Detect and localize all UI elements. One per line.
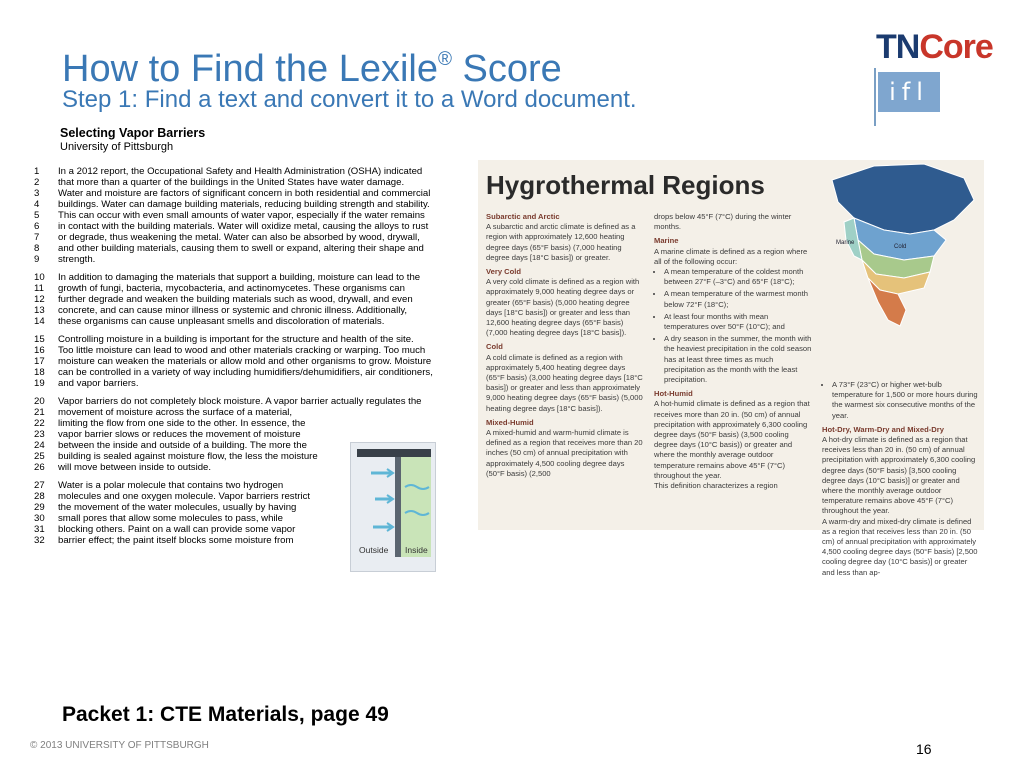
climate-heading: Cold <box>486 342 503 352</box>
climate-heading: Subarctic and Arctic <box>486 212 560 221</box>
outside-label: Outside <box>359 545 389 555</box>
map-label-marine: Marine <box>836 240 855 246</box>
article-line <box>34 356 464 367</box>
slide-title <box>62 38 562 91</box>
article-paragraph <box>34 334 464 389</box>
line-number: 11 <box>34 283 44 294</box>
article-line <box>34 272 464 283</box>
line-text: will move between inside to outside. <box>58 462 212 473</box>
line-number: 30 <box>34 513 45 524</box>
article-line <box>34 407 464 418</box>
line-text: and vapor barriers. <box>58 378 139 389</box>
line-number: 2 <box>34 177 40 188</box>
article-line <box>34 378 464 389</box>
hot-humid-heading: Hot-Humid <box>654 389 693 399</box>
line-number: 1 <box>34 166 40 177</box>
article-line <box>34 418 464 429</box>
slide-title-text: How to Find the Lexile <box>62 48 438 90</box>
page-number: 16 <box>916 741 932 757</box>
article-line <box>34 305 464 316</box>
line-number: 18 <box>34 367 45 378</box>
article-line <box>34 396 464 407</box>
logo-core-text: Core <box>919 28 993 66</box>
logo-divider <box>874 68 876 126</box>
line-text: in contact with the building materials. Water will oxidize metal, causing the alloys to rust <box>58 221 429 232</box>
climate-text: A mixed-humid and warm-humid climate is defined as a region that receives more than 20 inches (50 cm) of annual precipitation with approximately 4,500 cooling degree days (50°F basis) (2,500 <box>486 428 643 478</box>
line-text: molecules and one oxygen molecule. Vapor barriers restrict <box>58 491 311 502</box>
line-number: 26 <box>34 462 45 473</box>
line-text: these organisms can cause unpleasant smells and discoloration of materials. <box>58 316 385 327</box>
line-text: growth of fungi, bacteria, mycobacteria, and actinomycetes. These organisms can <box>58 283 405 294</box>
slide-subtitle: Step 1: Find a text and convert it to a Word document. <box>62 86 637 113</box>
line-number: 8 <box>34 243 40 254</box>
marine-heading: Marine <box>654 236 679 246</box>
climate-text: A cold climate is defined as a region with approximately 5,400 heating degree days (65°F basis) (3,000 heating degree days [18°C basis]) or greater and less than approximately 9,000 heating degree days (65°F basis) (5,000 heating degree days [18°C basis]). <box>486 352 643 413</box>
hygrothermal-title: Hygrothermal Regions <box>486 170 765 200</box>
line-number: 23 <box>34 429 45 440</box>
line-text: Too little moisture can lead to wood and other materials cracking or warping. Too much <box>58 345 426 356</box>
article-line <box>34 199 464 210</box>
line-text: buildings. Water can damage building materials, reducing building strength and stability. <box>58 199 430 210</box>
line-number: 13 <box>34 305 45 316</box>
line-number: 25 <box>34 451 45 462</box>
marine-list-item: • At least four months with mean temperatures over 50°F (10°C); and <box>664 312 812 332</box>
line-number: 24 <box>34 440 45 451</box>
ifl-logo: ifl <box>878 72 940 112</box>
slide-title-suffix: Score <box>451 48 562 90</box>
line-number: 15 <box>34 334 45 345</box>
line-text: small pores that allow some molecules to pass, while <box>58 513 284 524</box>
marine-list <box>654 267 812 385</box>
line-number: 32 <box>34 535 45 546</box>
line-text: between the inside and outside of a building. The more the <box>58 440 307 451</box>
article-line <box>34 210 464 221</box>
line-number: 27 <box>34 480 45 491</box>
moisture-wave-2 <box>405 511 429 515</box>
climate-heading: Very Cold <box>486 267 522 277</box>
line-text: blocking others. Paint on a wall can provide some vapor <box>58 524 296 535</box>
article-line <box>34 177 464 188</box>
line-text: that more than a quarter of the buildings in the United States have water damage. <box>58 177 405 188</box>
line-number: 10 <box>34 272 45 283</box>
line-number: 14 <box>34 316 45 327</box>
marine-list-item: • A mean temperature of the coldest month between 27°F (–3°C) and 65°F (18°C); <box>664 267 812 287</box>
article-line <box>34 334 464 345</box>
line-number: 3 <box>34 188 40 199</box>
line-text: In addition to damaging the materials that support a building, moisture can lead to the <box>58 272 421 283</box>
line-text: further degrade and weaken the building materials such as wood, drywall, and even <box>58 294 413 305</box>
hot-humid-text: A hot-humid climate is defined as a region that receives more than 20 in. (50 cm) of annual precipitation with approximately 6,300 cooling degree days (50°F basis) (3,500 cooling degree days (10°C basis)) or greater and where the monthly average outdoor temperature remains above 45°F (7°C) throughout the year. <box>654 399 810 480</box>
line-number: 4 <box>34 199 40 210</box>
line-text: and other building materials, causing them to swell or expand, altering their shape and <box>58 243 424 254</box>
line-text: vapor barrier slows or reduces the movement of moisture <box>58 429 301 440</box>
line-text: building is sealed against moisture flow, the less the moisture <box>58 451 318 462</box>
line-text: can be controlled in a variety of way including humidifiers/dehumidifiers, air conditioners, <box>58 367 433 378</box>
line-text: strength. <box>58 254 96 265</box>
packet-reference: Packet 1: CTE Materials, page 49 <box>62 703 389 726</box>
line-number: 9 <box>34 254 40 265</box>
hot-dry-heading: Hot-Dry, Warm-Dry and Mixed-Dry <box>822 424 944 434</box>
article-line <box>34 188 464 199</box>
line-text: limiting the flow from one side to the other. In essence, the <box>58 418 306 429</box>
article-line <box>34 294 464 305</box>
line-number: 21 <box>34 407 45 418</box>
line-number: 16 <box>34 345 45 356</box>
line-text: the movement of the water molecules, usually by having <box>58 502 297 513</box>
line-text: or degrade, thus weakening the metal. Water can also be absorbed by wood, drywall, <box>58 232 420 243</box>
line-number: 22 <box>34 418 45 429</box>
hygrothermal-regions-panel <box>478 160 984 577</box>
article-line <box>34 345 464 356</box>
article-line <box>34 429 464 440</box>
tncore-logo <box>874 28 1004 128</box>
line-number: 20 <box>34 396 45 407</box>
article-line <box>34 367 464 378</box>
map-label-cold: Cold <box>894 244 907 250</box>
marine-list-item: • A mean temperature of the warmest month below 72°F (18°C); <box>664 289 812 309</box>
registered-mark: ® <box>437 49 452 70</box>
marine-list-item: • A dry season in the summer, the month with the heaviest precipitation in the cold season has at least three times as much precipitation as the month with the least precipitation. <box>664 334 812 385</box>
col2-tail: This definition characterizes a region <box>654 481 778 491</box>
article-line <box>34 243 464 254</box>
article-line <box>34 283 464 294</box>
line-number: 12 <box>34 294 45 305</box>
line-number: 19 <box>34 378 45 389</box>
line-text: Vapor barriers do not completely block moisture. A vapor barrier actually regulates the <box>58 396 422 407</box>
line-text: Controlling moisture in a building is important for the structure and health of the site. <box>58 334 414 345</box>
hygro-column-1 <box>486 212 644 479</box>
col3-list-item: • A 73°F (23°C) or higher wet-bulb temperature for 1,500 or more hours during the warmest six consecutive months of the year. <box>832 380 980 421</box>
line-text: Water is a polar molecule that contains two hydrogen <box>58 480 284 491</box>
line-text: movement of moisture across the surface of a material, <box>58 407 293 418</box>
line-number: 31 <box>34 524 45 535</box>
col3-list <box>822 380 980 421</box>
article-line <box>34 221 464 232</box>
line-text: This can occur with even small amounts of water vapor, especially if the water remains <box>58 210 425 221</box>
moisture-wave-1 <box>405 485 429 489</box>
article-paragraph <box>34 272 464 327</box>
line-number: 5 <box>34 210 40 221</box>
article-title: Selecting Vapor Barriers <box>60 126 206 140</box>
line-text: moisture can weaken the materials or allow mold and other organisms to grow. Moisture <box>58 356 432 367</box>
line-text: barrier effect; the paint itself blocks some moisture from <box>58 535 294 546</box>
line-number: 17 <box>34 356 45 367</box>
copyright: © 2013 UNIVERSITY OF PITTSBURGH <box>30 740 209 751</box>
article-line <box>34 166 464 177</box>
inside-label: Inside <box>405 545 428 555</box>
hygro-column-2 <box>654 212 812 491</box>
line-number: 7 <box>34 232 40 243</box>
article-line <box>34 254 464 265</box>
climate-heading: Mixed-Humid <box>486 417 534 427</box>
line-number: 29 <box>34 502 45 513</box>
article-source: University of Pittsburgh <box>60 141 174 153</box>
line-number: 28 <box>34 491 45 502</box>
article-line <box>34 316 464 327</box>
tncore-wordmark <box>876 28 993 67</box>
hot-dry-text: A hot-dry climate is defined as a region that receives less than 20 in. (50 cm) of annual precipitation with approximately 6,300 cooling degree days (50°F basis) [3,500 cooling degree days (10°C basis)] or greater and where the monthly average outdoor temperature remains above 45°F (7°C) throughout the year. <box>822 435 976 516</box>
line-number: 6 <box>34 221 40 232</box>
article-paragraph <box>34 166 464 265</box>
line-text: In a 2012 report, the Occupational Safety and Health Administration (OSHA) indicated <box>58 166 423 177</box>
col2-intro: drops below 45°F (7°C) during the winter months. <box>654 212 792 232</box>
climate-map-graphic <box>814 160 984 340</box>
warm-dry-text: A warm-dry and mixed-dry climate is defined as a region that receives less than 20 in. (50 cm) of annual precipitation with approximately 4,500 cooling degree days (50°F basis) [2,500 cooling degree day (10°C basis)] or greater and less than ap- <box>822 516 978 577</box>
climate-text: A subarctic and arctic climate is defined as a region with approximately 12,600 heating degree days (65°F basis) (7,000 heating degree days [18°C basis]) or greater. <box>486 222 636 262</box>
article-line <box>34 232 464 243</box>
climate-text: A very cold climate is defined as a region with approximately 9,000 heating degree days or greater (65°F basis) (5,000 heating degree days [18°C basis]) or greater and less than 12,600 heating degree days (65°F basis) (7,000 heating degree days [18°C basis]). <box>486 277 640 338</box>
north-america-climate-map <box>814 160 984 340</box>
line-text: concrete, and can cause minor illness or systemic and chronic illness. Additionally, <box>58 305 408 316</box>
line-text: Water and moisture are factors of significant concern in both residential and commercial <box>58 188 431 199</box>
logo-tn-text: TN <box>876 28 920 66</box>
marine-text: A marine climate is defined as a region where all of the following occur: <box>654 246 808 266</box>
vapor-barrier-figure <box>350 442 436 572</box>
hygro-column-3 <box>822 380 980 578</box>
